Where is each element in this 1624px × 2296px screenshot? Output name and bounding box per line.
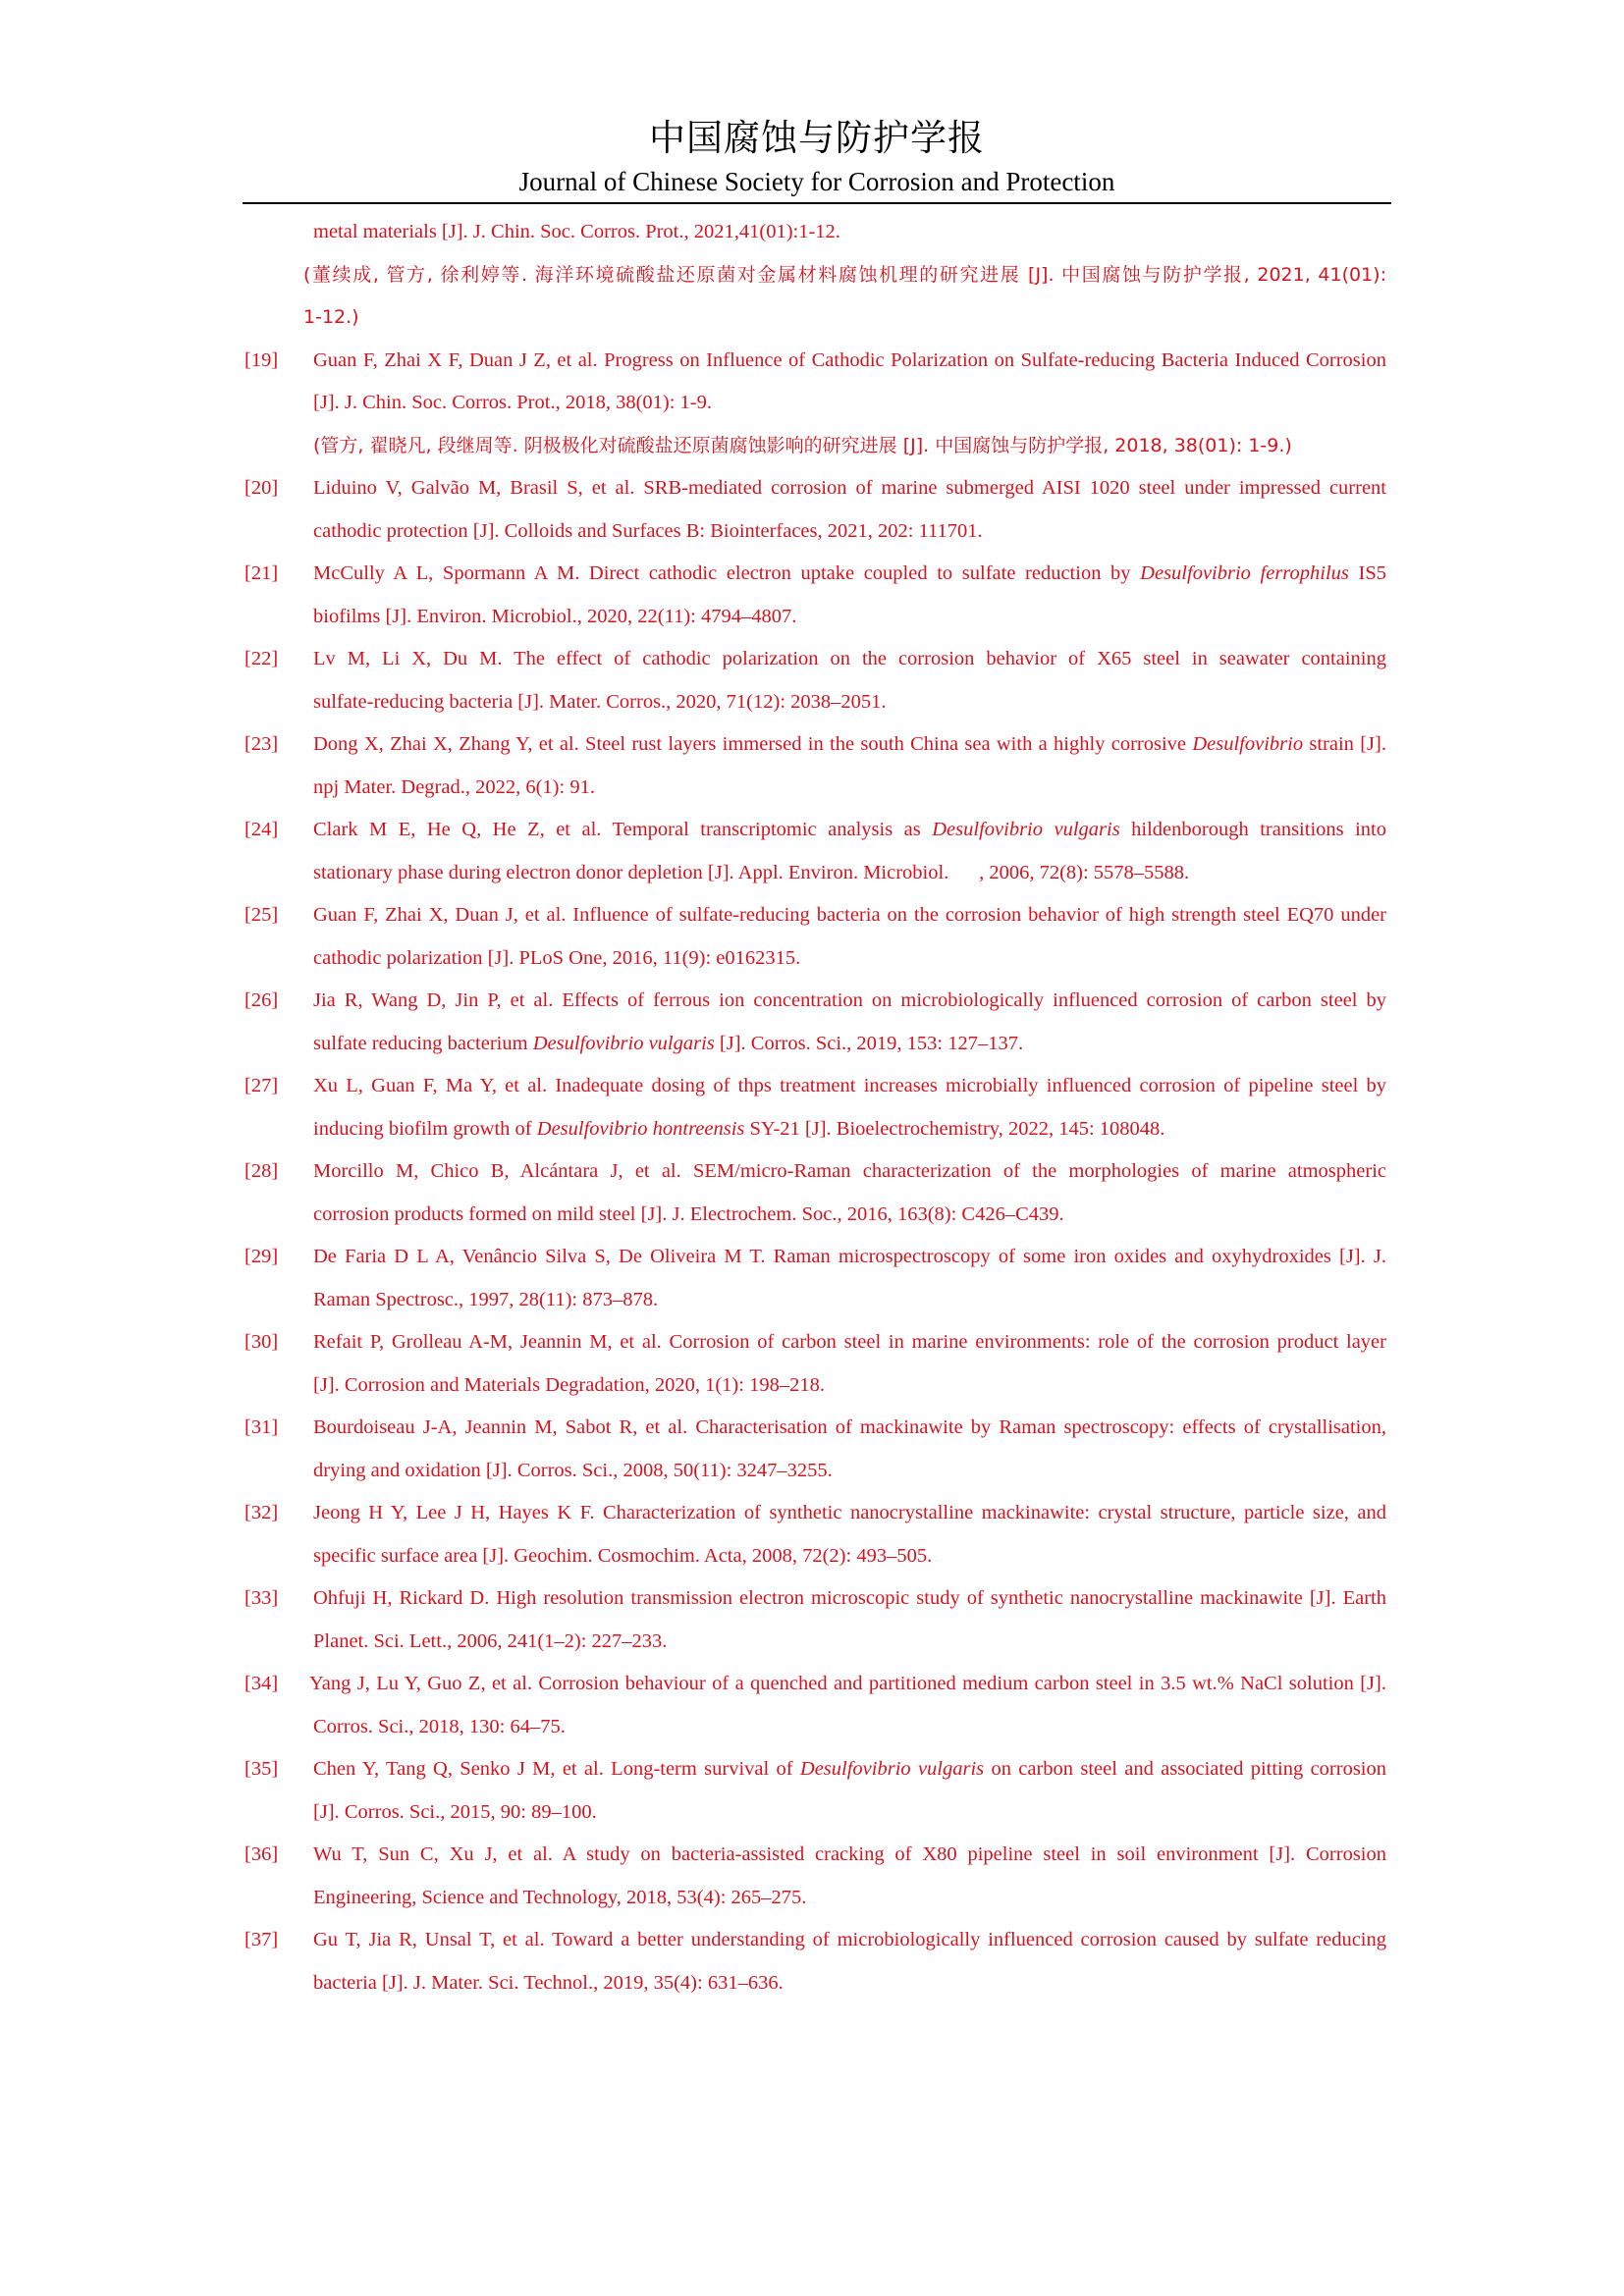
reference-29: [29] De Faria D L A, Venâncio Silva S, De Oliveira M T. Raman microspectroscopy of some iron oxides and oxyhydroxides [J]. J. <box>243 1236 1391 1279</box>
reference-number: [22] <box>244 648 279 669</box>
journal-title-en: Journal of Chinese Society for Corrosion and Protection <box>518 167 1115 196</box>
reference-33: [33] Ohfuji H, Rickard D. High resolution transmission electron microscopic study of synthetic nanocrystalline mackinawite [J]. Earth <box>243 1577 1391 1621</box>
reference-number: [31] <box>244 1416 279 1438</box>
reference-21: [21] McCully A L, Spormann A M. Direct cathodic electron uptake coupled to sulfate reduction by Desulfovibrio ferrophilus IS5 <box>243 553 1391 596</box>
reference-number: [37] <box>244 1929 279 1950</box>
reference-19-cn: (管方, 翟晓凡, 段继周等. 阴极极化对硫酸盐还原菌腐蚀影响的研究进展 [J]. 中国腐蚀与防护学报, 2018, 38(01): 1-9.) <box>313 434 1292 456</box>
reference-25: [25] Guan F, Zhai X, Duan J, et al. Influence of sulfate-reducing bacteria on the corrosion behavior of high strength steel EQ70 under <box>243 894 1391 937</box>
reference-18-cn-line2: 1-12.) <box>303 306 359 328</box>
reference-23: [23] Dong X, Zhai X, Zhang Y, et al. Steel rust layers immersed in the south China sea with a highly corrosive Desulfovibrio strain [J]. <box>243 723 1391 767</box>
reference-28: [28] Morcillo M, Chico B, Alcántara J, et al. SEM/micro-Raman characterization of the morphologies of marine atmospheric <box>243 1150 1391 1194</box>
reference-27: [27] Xu L, Guan F, Ma Y, et al. Inadequate dosing of thps treatment increases microbially influenced corrosion of pipeline steel by <box>243 1065 1391 1108</box>
reference-number: [32] <box>244 1502 279 1523</box>
reference-number: [25] <box>244 904 279 926</box>
reference-26: [26] Jia R, Wang D, Jin P, et al. Effects of ferrous ion concentration on microbiologically influenced corrosion of carbon steel by <box>243 980 1391 1023</box>
journal-header <box>243 116 1391 198</box>
reference-19: [19] Guan F, Zhai X F, Duan J Z, et al. Progress on Influence of Cathodic Polarization on Sulfate-reducing Bacteria Induced Corrosion <box>243 340 1391 383</box>
reference-number: [23] <box>244 733 279 755</box>
reference-36: [36] Wu T, Sun C, Xu J, et al. A study on bacteria-assisted cracking of X80 pipeline steel in soil environment [J]. Corrosion <box>243 1834 1391 1877</box>
reference-number: [19] <box>244 348 279 371</box>
reference-30: [30] Refait P, Grolleau A-M, Jeannin M, et al. Corrosion of carbon steel in marine environments: role of the corrosion product layer <box>243 1321 1391 1364</box>
reference-number: [35] <box>244 1758 279 1780</box>
header-rule <box>243 202 1391 204</box>
reference-number: [27] <box>244 1075 279 1096</box>
reference-20: [20] Liduino V, Galvão M, Brasil S, et al. SRB-mediated corrosion of marine submerged AISI 1020 steel under impressed current <box>243 467 1391 510</box>
reference-22: [22] Lv M, Li X, Du M. The effect of cathodic polarization on the corrosion behavior of X65 steel in seawater containing <box>243 638 1391 681</box>
reference-number: [30] <box>244 1331 279 1353</box>
reference-number: [28] <box>244 1160 279 1182</box>
reference-number: [24] <box>244 819 279 840</box>
reference-32: [32] Jeong H Y, Lee J H, Hayes K F. Characterization of synthetic nanocrystalline mackinawite: crystal structure, particle size, and <box>243 1492 1391 1535</box>
reference-number: [36] <box>244 1843 279 1865</box>
reference-list: metal materials [J]. J. Chin. Soc. Corros. Prot., 2021,41(01):1-12. (董续成, 管方, 徐利婷等. 海洋环境硫酸盐还原菌对金属材料腐蚀机理的研究进展 [J]. 中国腐蚀与防护学报, 2021, 41(01): 1-12.) [19] Guan F, Zhai X F, Duan J Z, et al. Progress on Influence of Cathodic Polarization on Sulfate-reducing Bacteria Induced Corrosion [J]. J. Chin. Soc. Corros. Prot., 2018, 38(01): 1-9. (管方, 翟晓凡, 段继周等. 阴极极化对硫酸盐还原菌腐蚀影响的研究进展 [J]. 中国腐蚀与防护学报, 2018, 38(01): 1-9.) [20] Liduino V, Galvão M, Brasil S, et al. SRB-mediated corrosion of marine submerged AISI 1020 steel under impressed current cathodic protection [J]. Colloids and Surfaces B: Biointerfaces, 2021, 202: 111701. [21] McCully A L, Spormann A M. Direct cathodic electron uptake coupled to sulfate reduction by Desulfovibrio ferrophilus IS5 biofilms [J]. Environ. Microbiol., 2020, 22(11): 4794–4807. [22] Lv M, Li X, Du M. The effect of cathodic polarization on the corrosion behavior of X65 steel in seawater containing sulfate-reducing bacteria [J]. Mater. Corros., 2020, 71(12): 2038–2051. [23] Dong X, Zhai X, Zhang Y, et al. Steel rust layers immersed in the south China sea with a highly corrosive Desulfovibrio strain [J]. npj Mater. Degrad., 2022, 6(1): 91. [24] Clark M E, He Q, He Z, et al. Temporal transcriptomic analysis as Desulfovibrio vulgaris hildenborough transitions into stationary phase during electron donor depletion [J]. Appl. Environ. Microbiol. , 2006, 72(8): 5578–5588. [25] Guan F, Zhai X, Duan J, et al. Influence of sulfate-reducing bacteria on the corrosion behavior of high strength steel EQ70 under cathodic polarization [J]. PLoS One, 2016, 11(9): e0162315. [26] Jia R, Wang D, Jin P, et al. Effects of ferrous ion concentration on microbiologically influenced corrosion of carbon steel by sulfate reducing bacterium Desulfovibrio vulgaris [J]. Corros. Sci., 2019, 153: 127–137. [27] Xu L, Guan F, Ma Y, et al. Inadequate dosing of thps treatment increases microbially influenced corrosion of pipeline steel by inducing biofilm growth of Desulfovibrio hontreensis SY-21 [J]. Bioelectrochemistry, 2022, 145: 108048. [28] Morcillo M, Chico B, Alcántara J, et al. SEM/micro-Raman characterization of the morphologies of marine atmospheric corrosion products formed on mild steel [J]. J. Electrochem. Soc., 2016, 163(8): C426–C439. [29] De Faria D L A, Venâncio Silva S, De Oliveira M T. Raman microspectroscopy of some iron oxides and oxyhydroxides [J]. J. Raman Spectrosc., 1997, 28(11): 873–878. [30] Refait P, Grolleau A-M, Jeannin M, et al. Corrosion of carbon steel in marine environments: role of the corrosion product layer [J]. Corrosion and Materials Degradation, 2020, 1(1): 198–218. [31] Bourdoiseau J-A, Jeannin M, Sabot R, et al. Characterisation of mackinawite by Raman spectroscopy: effects of crystallisation, drying and oxidation [J]. Corros. Sci., 2008, 50(11): 3247–3255. [32] Jeong H Y, Lee J H, Hayes K F. Characterization of synthetic nanocrystalline mackinawite: crystal structure, particle size, and specific surface area [J]. Geochim. Cosmochim. Acta, 2008, 72(2): 493–505. [33] Ohfuji H, Rickard D. High resolution transmission electron microscopic study of synthetic nanocrystalline mackinawite [J]. Earth Planet. Sci. Lett., 2006, 241(1–2): 227–233. [34] Yang J, Lu Y, Guo Z, et al. Corrosion behaviour of a quenched and partitioned medium carbon steel in 3.5 wt.% NaCl solution [J]. Corros. Sci., 2018, 130: 64–75. [35] Chen Y, Tang Q, Senko J M, et al. Long-term survival of Desulfovibrio vulgaris on carbon steel and associated pitting corrosion [J]. Corros. Sci., 2015, 90: 89–100. [36] Wu T, Sun C, Xu J, et al. A study on bacteria-assisted cracking of X80 pipeline steel in soil environment [J]. Corrosion Engineering, Science and Technology, 2018, 53(4): 265–275. [37] Gu T, Jia R, Unsal T, et al. Toward a better understanding of microbiologically influenced corrosion caused by sulfate reducing bacteria [J]. J. Mater. Sci. Technol., 2019, 35(4): 631–636. <box>243 211 1391 2004</box>
reference-35: [35] Chen Y, Tang Q, Senko J M, et al. Long-term survival of Desulfovibrio vulgaris on carbon steel and associated pitting corrosion <box>243 1748 1391 1791</box>
reference-34: [34] Yang J, Lu Y, Guo Z, et al. Corrosion behaviour of a quenched and partitioned medium carbon steel in 3.5 wt.% NaCl solution [J]. <box>243 1663 1391 1706</box>
reference-24: [24] Clark M E, He Q, He Z, et al. Temporal transcriptomic analysis as Desulfovibrio vulgaris hildenborough transitions into <box>243 809 1391 852</box>
journal-title-cn: 中国腐蚀与防护学报 <box>649 117 985 159</box>
reference-number: [29] <box>244 1246 279 1267</box>
reference-37: [37] Gu T, Jia R, Unsal T, et al. Toward a better understanding of microbiologically influenced corrosion caused by sulfate reducing <box>243 1919 1391 1962</box>
reference-18-tail: metal materials [J]. J. Chin. Soc. Corros. Prot., 2021,41(01):1-12. <box>313 221 840 242</box>
reference-18-cn-line1: (董续成, 管方, 徐利婷等. 海洋环境硫酸盐还原菌对金属材料腐蚀机理的研究进展 [J]. 中国腐蚀与防护学报, 2021, 41(01): <box>303 263 1386 286</box>
reference-number: [20] <box>244 477 279 499</box>
reference-number: [33] <box>244 1587 279 1609</box>
reference-number: [34] <box>244 1673 279 1694</box>
reference-number: [21] <box>244 562 279 584</box>
reference-31: [31] Bourdoiseau J-A, Jeannin M, Sabot R, et al. Characterisation of mackinawite by Raman spectroscopy: effects of crystallisation, <box>243 1407 1391 1450</box>
reference-number: [26] <box>244 989 279 1011</box>
